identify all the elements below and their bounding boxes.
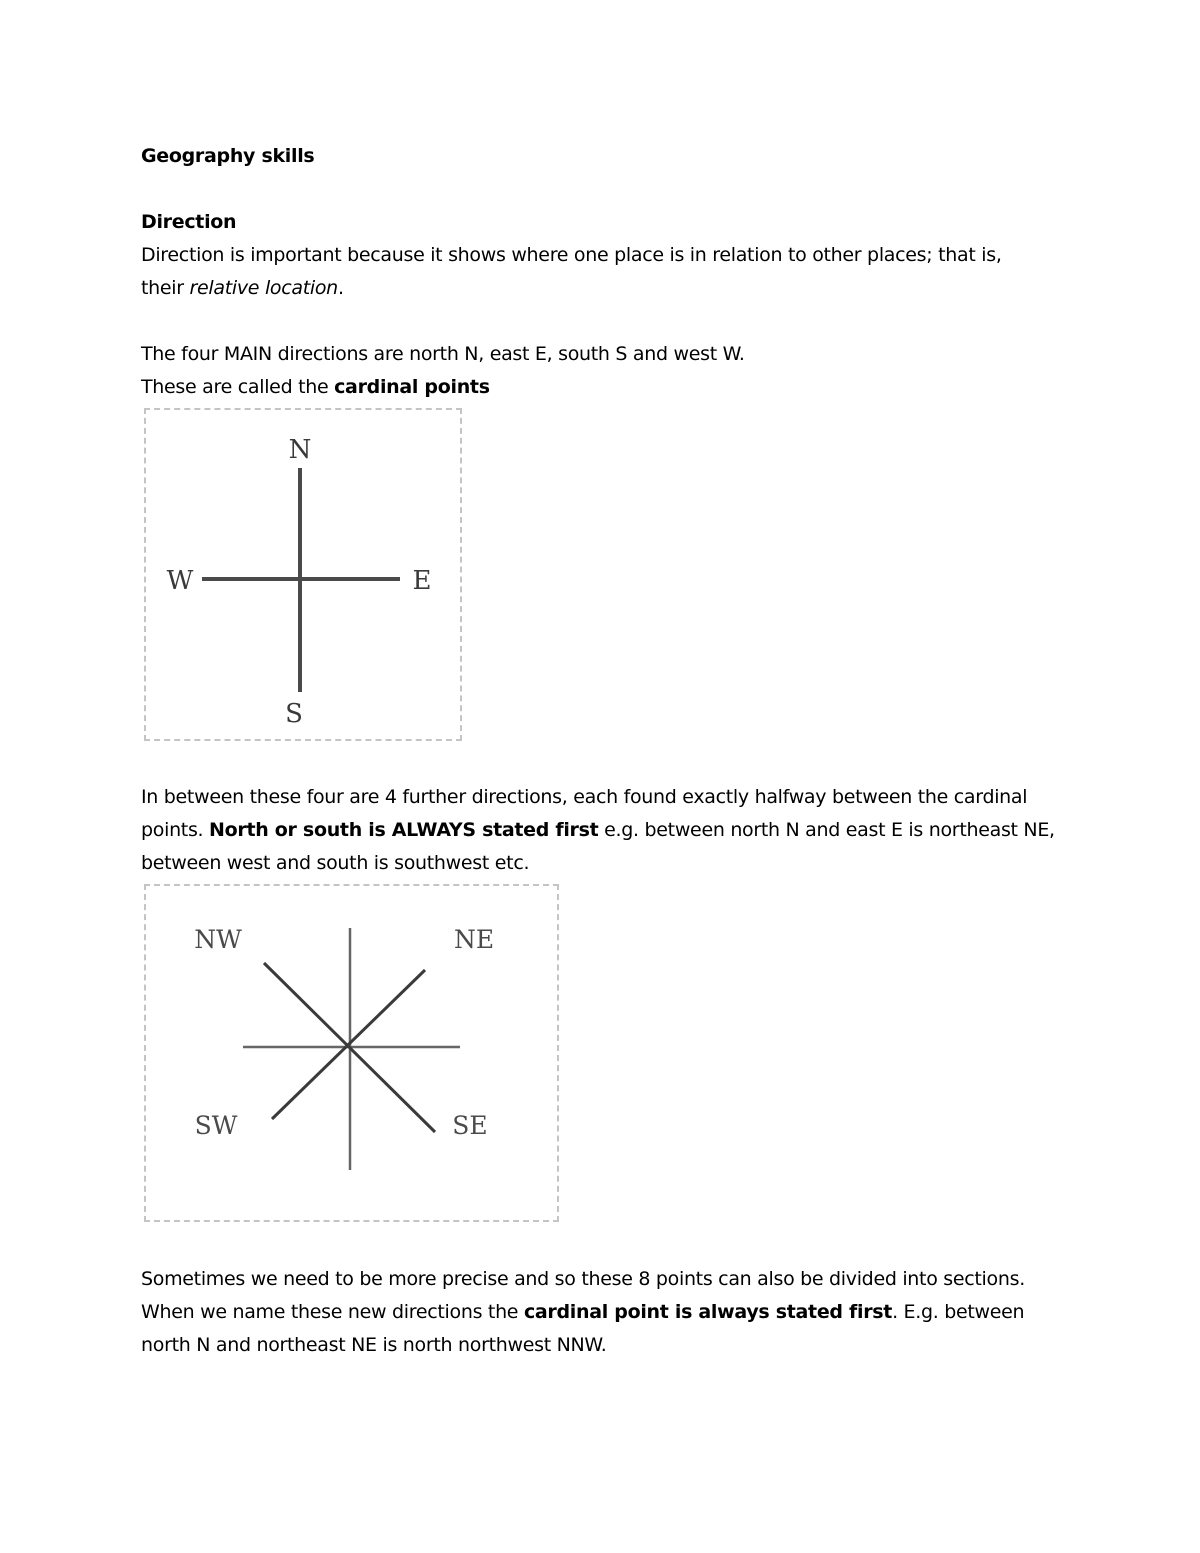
intercardinal-line-2-end: e.g. between north N and east E is northeast NE, xyxy=(598,819,1055,841)
section-heading-direction: Direction xyxy=(141,211,237,233)
cardinal-compass-figure xyxy=(144,408,462,741)
cardinal-line-1: The four MAIN directions are north N, east E, south S and west W. xyxy=(141,343,745,365)
label-east: E xyxy=(412,566,432,596)
label-northeast: NE xyxy=(453,925,495,954)
precise-line-1: Sometimes we need to be more precise and so these 8 points can also be divided into sections. xyxy=(141,1268,1025,1290)
intro-line-2-start: their xyxy=(141,277,190,299)
relative-location-term: relative location xyxy=(189,277,338,299)
precise-directions-paragraph xyxy=(141,1263,1025,1362)
intercardinal-compass-figure xyxy=(144,884,559,1222)
label-west: W xyxy=(166,566,194,596)
intercardinal-compass-diagram xyxy=(146,886,557,1220)
label-southeast: SE xyxy=(452,1111,488,1140)
intercardinal-line-1: In between these four are 4 further directions, each found exactly halfway between the cardinal xyxy=(141,786,1028,808)
label-north: N xyxy=(288,435,312,465)
intro-line-1: Direction is important because it shows where one place is in relation to other places; that is, xyxy=(141,244,1002,266)
precise-line-2-start: When we name these new directions the xyxy=(141,1301,524,1323)
cardinal-points-term: cardinal points xyxy=(334,376,490,398)
intro-paragraph xyxy=(141,239,1002,305)
intro-line-2-end: . xyxy=(337,277,344,299)
cardinal-compass-diagram xyxy=(146,410,460,739)
precise-line-3: north N and northeast NE is north northwest NNW. xyxy=(141,1334,607,1356)
cardinal-paragraph xyxy=(141,338,745,404)
precise-line-2-end: . E.g. between xyxy=(892,1301,1025,1323)
intercardinal-paragraph xyxy=(141,781,1055,880)
page-title: Geography skills xyxy=(141,145,315,167)
intercardinal-line-3: between west and south is southwest etc. xyxy=(141,852,530,874)
intercardinal-line-2-start: points. xyxy=(141,819,210,841)
cardinal-first-rule: cardinal point is always stated first xyxy=(523,1301,893,1323)
cardinal-line-2-start: These are called the xyxy=(141,376,335,398)
label-northwest: NW xyxy=(194,925,242,954)
label-southwest: SW xyxy=(194,1111,238,1140)
label-south: S xyxy=(285,699,303,729)
north-south-first-rule: North or south is ALWAYS stated first xyxy=(209,819,599,841)
